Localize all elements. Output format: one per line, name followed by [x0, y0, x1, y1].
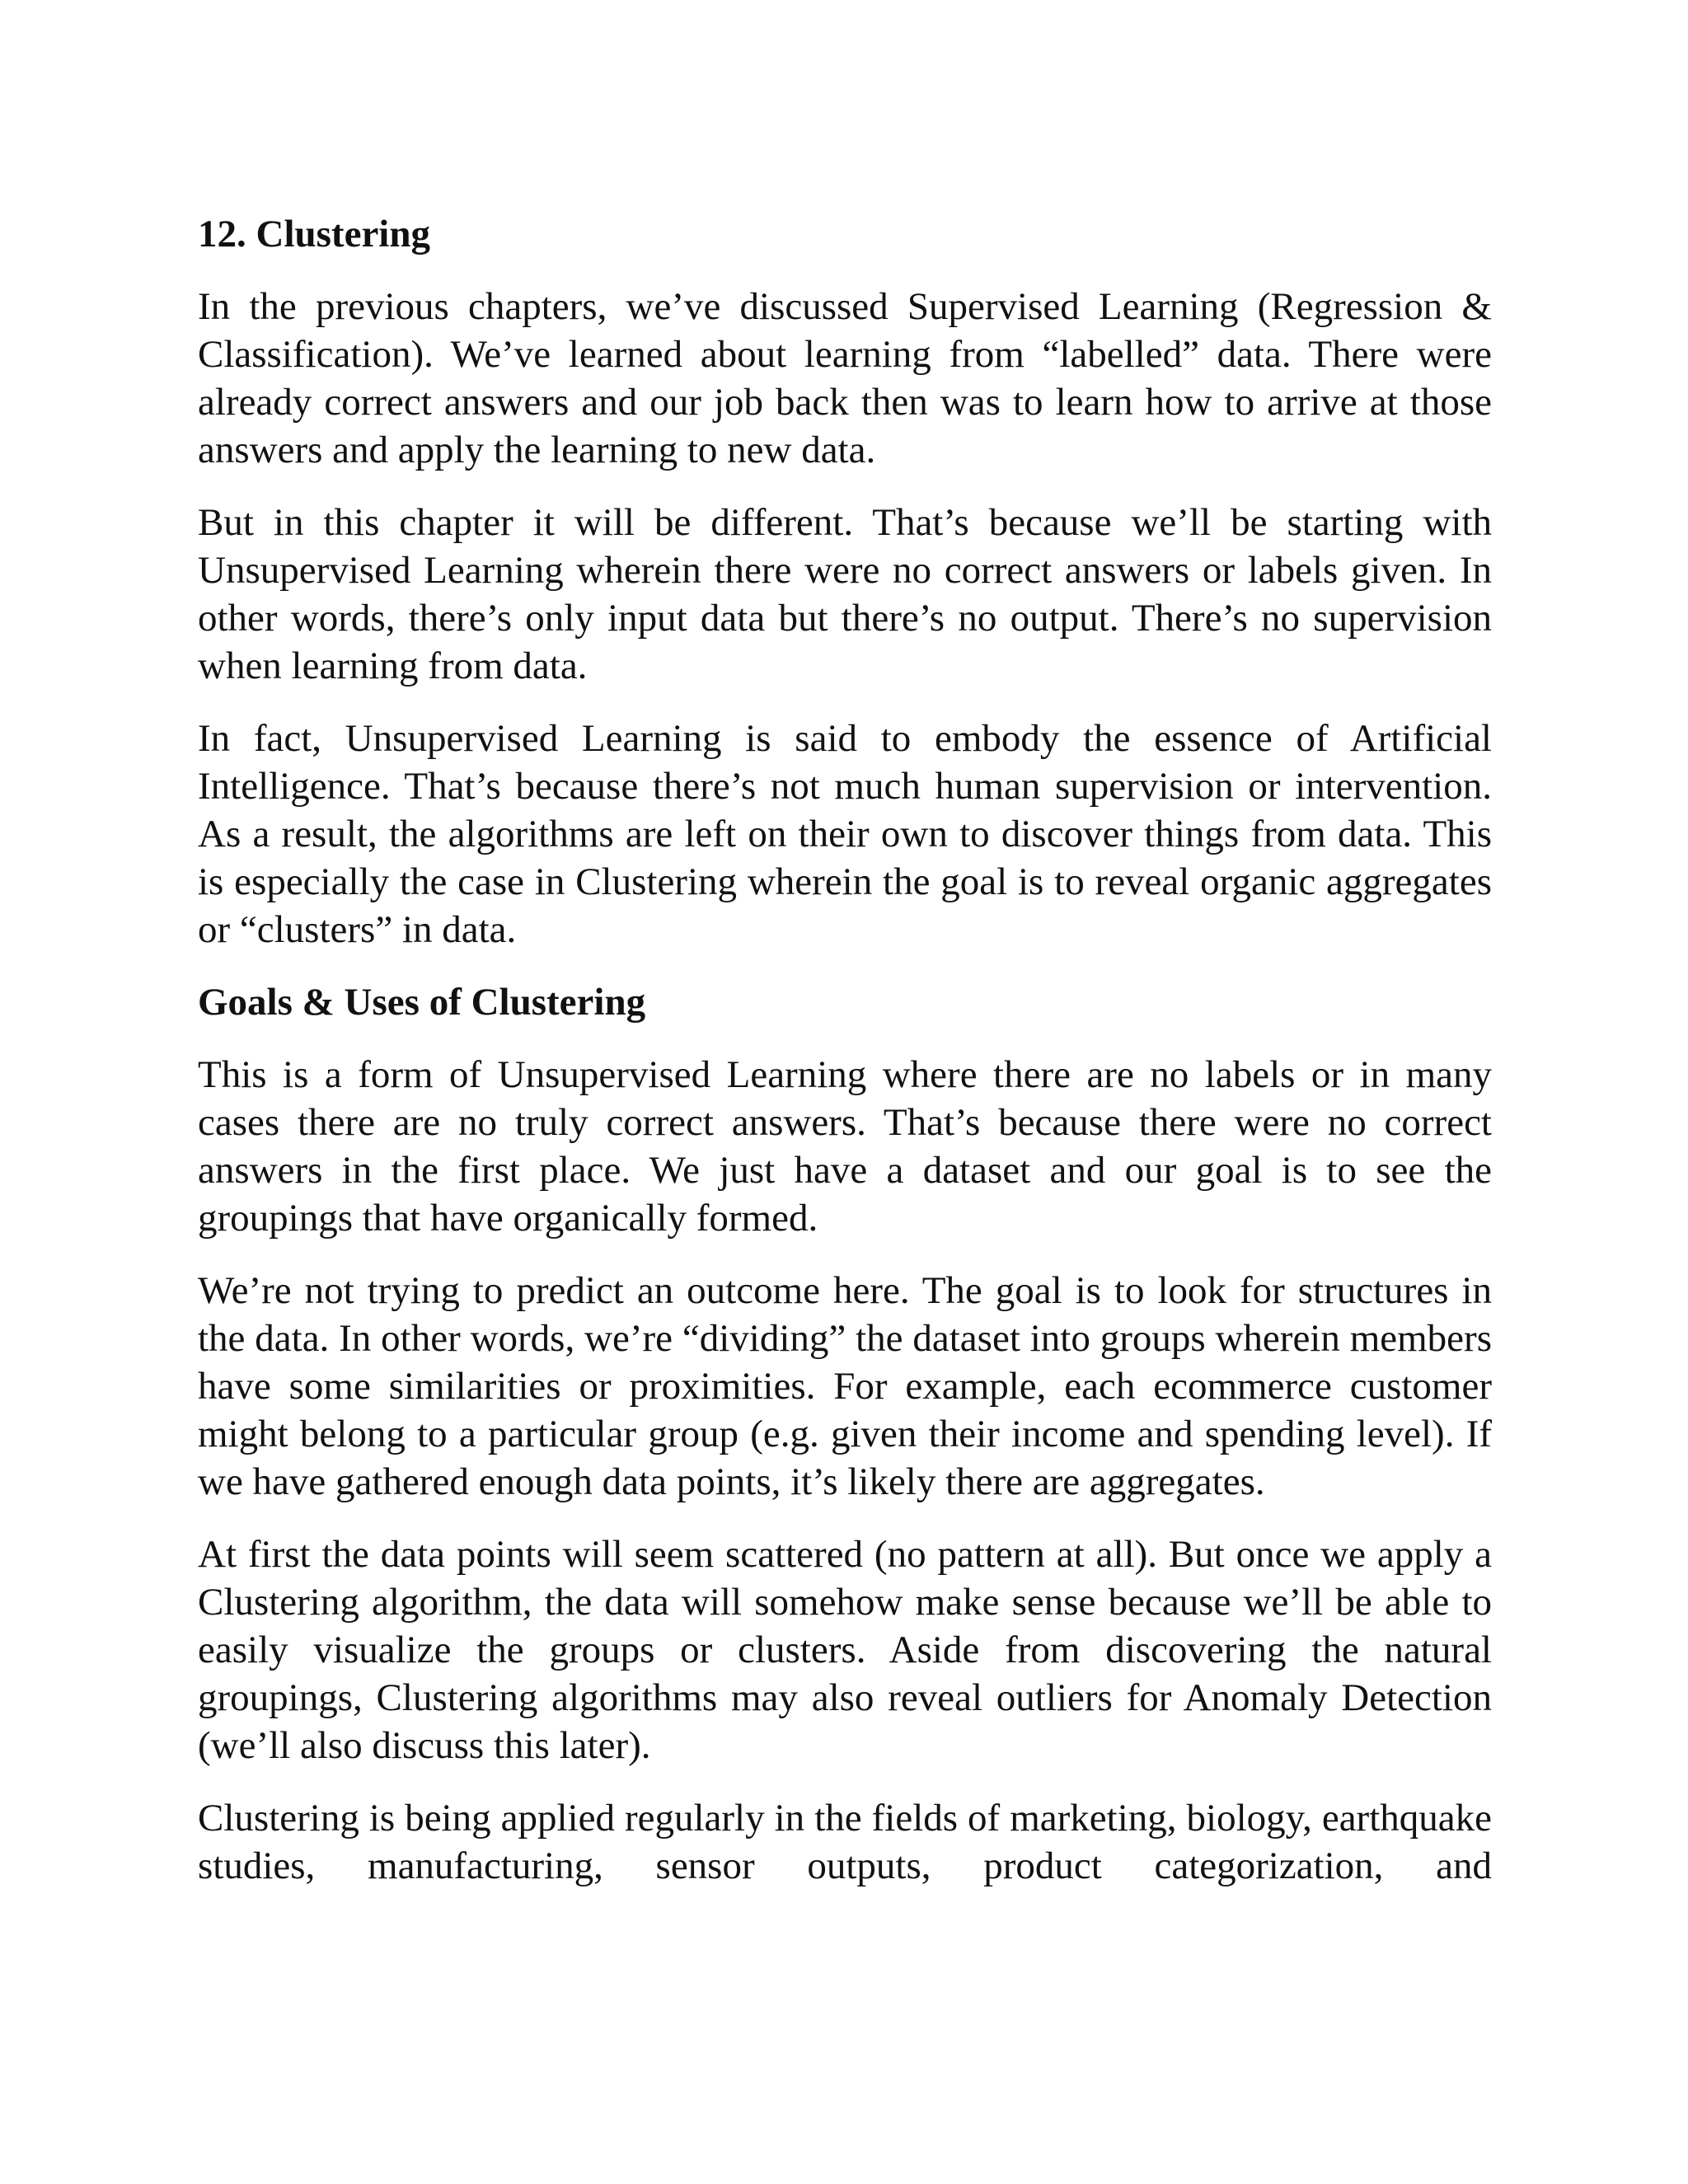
intro-paragraph-2: But in this chapter it will be different. That’s because we’ll be starting with Unsupervised Learning wherein there were no correct answers or labels given. In other words, there’s only input data but there’s no output. There’s no supervision when learning from data.: [198, 501, 1492, 687]
section-paragraph-2: We’re not trying to predict an outcome here. The goal is to look for structures in the data. In other words, we’re “dividing” the dataset into groups wherein members have some similarities or proximities. For example, each ecommerce customer might belong to a particular group (e.g. given their income and spending level). If we have gathered enough data points, it’s likely there are aggregates.: [198, 1269, 1492, 1503]
section-paragraph-3: At first the data points will seem scattered (no pattern at all). But once we apply a Clustering algorithm, the data will somehow make sense because we’ll be able to easily visualize the groups or clusters. Aside from discovering the natural groupings, Clustering algorithms may also reveal outliers for Anomaly Detection (we’ll also discuss this later).: [198, 1533, 1492, 1767]
section-title: Goals & Uses of Clustering: [198, 981, 646, 1024]
section-paragraph-1: This is a form of Unsupervised Learning where there are no labels or in many cases there are no truly correct answers. That’s because there were no correct answers in the first place. We just have a dataset and our goal is to see the groupings that have organically formed.: [198, 1053, 1492, 1240]
chapter-title: 12. Clustering: [198, 213, 430, 255]
document-page: [198, 210, 1492, 1890]
section-paragraph-4: Clustering is being applied regularly in the fields of marketing, biology, earthquake studies, manufacturing, sensor outputs, product categorization, and: [198, 1797, 1492, 1887]
intro-paragraph-3: In fact, Unsupervised Learning is said to embody the essence of Artificial Intelligence. That’s because there’s not much human supervision or intervention. As a result, the algorithms are left on their own to discover things from data. This is especially the case in Clustering wherein the goal is to reveal organic aggregates or “clusters” in data.: [198, 717, 1492, 951]
intro-paragraph-1: In the previous chapters, we’ve discussed Supervised Learning (Regression & Classification). We’ve learned about learning from “labelled” data. There were already correct answers and our job back then was to learn how to arrive at those answers and apply the learning to new data.: [198, 285, 1492, 471]
